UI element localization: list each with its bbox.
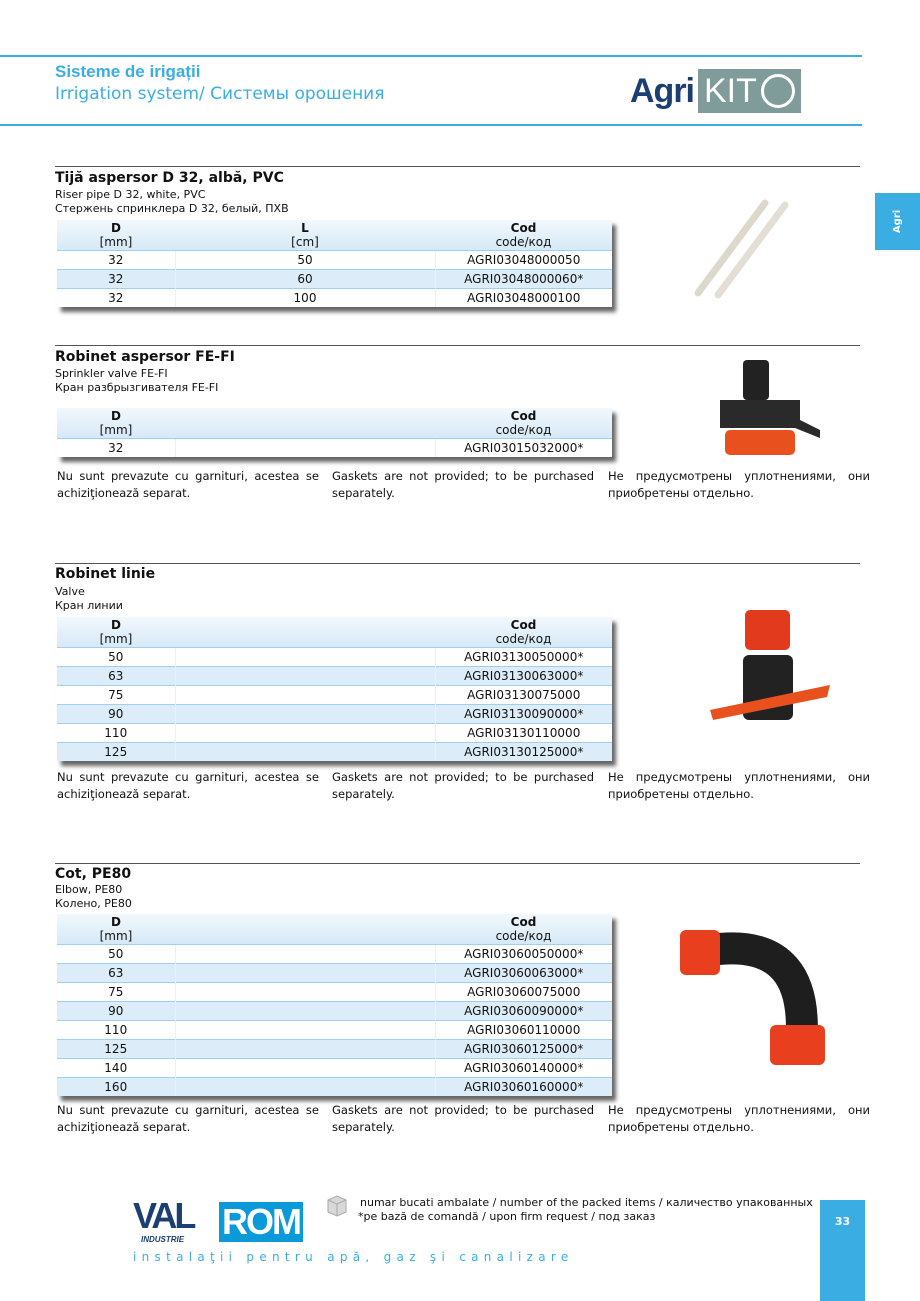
- table-row: [57, 1002, 612, 1021]
- table-row: [57, 743, 612, 762]
- logo-industrie-text: INDUSTRIE: [141, 1235, 185, 1244]
- table-row: [57, 270, 612, 289]
- section-rule: [55, 166, 860, 167]
- logo-kit-box: [698, 69, 801, 113]
- table-cell-empty: [175, 439, 435, 458]
- product-title: Tijă aspersor D 32, albă, PVC: [55, 170, 284, 186]
- logo-val-text: VAL: [133, 1195, 194, 1236]
- column-header: Cod code/код: [435, 617, 612, 648]
- table-row: [57, 1021, 612, 1040]
- legend: [360, 1196, 813, 1224]
- legend-packed-items: numar bucati ambalate / number of the packed items / каличество упакованных: [360, 1196, 813, 1209]
- table-row: [57, 439, 612, 458]
- table-row: [57, 251, 612, 270]
- table-cell: 140: [57, 1059, 175, 1078]
- table-cell: AGRI03060140000*: [435, 1059, 612, 1078]
- side-tab-label: Agri: [891, 209, 903, 234]
- table-header: [57, 617, 612, 648]
- table-cell: 60: [175, 270, 435, 289]
- product-title: Robinet aspersor FE-FI: [55, 349, 235, 365]
- table-cell: AGRI03060075000: [435, 983, 612, 1002]
- note-en: Gaskets are not provided; to be purchased separately.: [332, 469, 594, 500]
- table-cell: AGRI03048000050: [435, 251, 612, 270]
- company-tagline: instalaţii pentru apă, gaz şi canalizare: [133, 1250, 574, 1264]
- table-cell: AGRI03060050000*: [435, 945, 612, 964]
- table-cell: AGRI03130125000*: [435, 743, 612, 762]
- table-cell: 50: [57, 945, 175, 964]
- table-cell: AGRI03015032000*: [435, 439, 612, 458]
- product-subtitles: [55, 367, 218, 395]
- column-header: D [mm]: [57, 617, 175, 648]
- table-row: [57, 945, 612, 964]
- category-title: Sisteme de irigații: [55, 62, 201, 81]
- table-cell: AGRI03060160000*: [435, 1078, 612, 1097]
- riser-pipe-image: [690, 195, 800, 305]
- logo-agri-text: Agri: [630, 71, 694, 110]
- table-cell: AGRI03060063000*: [435, 964, 612, 983]
- product-table: [57, 914, 612, 1096]
- product-subtitle-en: Riser pipe D 32, white, PVC: [55, 188, 206, 201]
- note-ro: Nu sunt prevazute cu garnituri, acestea se achiziţionează separat.: [57, 469, 319, 500]
- table-cell: 75: [57, 983, 175, 1002]
- column-header: Cod code/код: [435, 914, 612, 945]
- table-row: [57, 648, 612, 667]
- product-subtitle-en: Valve: [55, 585, 85, 598]
- product-subtitle-en: Elbow, PE80: [55, 883, 123, 896]
- product-title: Robinet linie: [55, 566, 156, 582]
- table-cell: 32: [57, 439, 175, 458]
- sprinkler-valve-image: [705, 355, 835, 460]
- table-row: [57, 1040, 612, 1059]
- product-subtitle-ru: Стержень спринклера D 32, белый, ПХВ: [55, 202, 289, 215]
- column-header: D [mm]: [57, 914, 175, 945]
- table-cell: 125: [57, 743, 175, 762]
- product-subtitle-en: Sprinkler valve FE-FI: [55, 367, 168, 380]
- product-table: [57, 408, 612, 457]
- legend-firm-request: *pe bază de comandă / upon firm request / под заказ: [358, 1210, 656, 1223]
- column-header: L [cm]: [175, 220, 435, 251]
- note-en: Gaskets are not provided; to be purchased separately.: [332, 1103, 594, 1134]
- table-cell: 125: [57, 1040, 175, 1059]
- table-row: [57, 289, 612, 308]
- table-cell-empty: [175, 964, 435, 983]
- table-cell: AGRI03048000100: [435, 289, 612, 308]
- table-cell: 32: [57, 270, 175, 289]
- table-row: [57, 1078, 612, 1097]
- table-cell: 63: [57, 667, 175, 686]
- table-cell: 32: [57, 251, 175, 270]
- note-en: Gaskets are not provided; to be purchased separately.: [332, 770, 594, 801]
- section-rule: [55, 345, 860, 346]
- table-cell-empty: [175, 945, 435, 964]
- column-header: D [mm]: [57, 408, 175, 439]
- column-spacer: [175, 408, 435, 439]
- table-row: [57, 1059, 612, 1078]
- table-cell: 50: [175, 251, 435, 270]
- table-row: [57, 964, 612, 983]
- product-title: Cot, PE80: [55, 866, 132, 882]
- elbow-image: [665, 915, 835, 1075]
- header-bottom-rule: [0, 124, 862, 126]
- product-subtitle-ru: Колено, PE80: [55, 897, 132, 910]
- table-cell: AGRI03060125000*: [435, 1040, 612, 1059]
- valrom-logo: [133, 1195, 300, 1246]
- product-subtitle-ru: Кран разбрызгивателя FE-FI: [55, 381, 219, 394]
- table-header: [57, 914, 612, 945]
- note-ru: Не предусмотрены уплотнениями, они приобретены отдельно.: [608, 770, 870, 801]
- section-rule: [55, 863, 860, 864]
- table-cell: AGRI03130090000*: [435, 705, 612, 724]
- table-cell: AGRI03060090000*: [435, 1002, 612, 1021]
- note-ro: Nu sunt prevazute cu garnituri, acestea se achiziţionează separat.: [57, 770, 319, 801]
- table-cell: 160: [57, 1078, 175, 1097]
- section-rule: [55, 563, 860, 564]
- logo-rom-text: ROM: [219, 1202, 303, 1242]
- product-subtitle-ru: Кран линии: [55, 599, 123, 612]
- table-cell: AGRI03060110000: [435, 1021, 612, 1040]
- column-spacer: [175, 914, 435, 945]
- page-number: 33: [820, 1200, 865, 1301]
- note-ro: Nu sunt prevazute cu garnituri, acestea se achiziţionează separat.: [57, 1103, 319, 1134]
- table-cell-empty: [175, 705, 435, 724]
- table-cell-empty: [175, 648, 435, 667]
- note-ru: Не предусмотрены уплотнениями, они приобретены отдельно.: [608, 469, 870, 500]
- category-subtitle: Irrigation system/ Системы орошения: [55, 84, 385, 104]
- table-cell: 50: [57, 648, 175, 667]
- table-cell: 110: [57, 724, 175, 743]
- logo-kit-text: KIT: [704, 72, 757, 110]
- section-side-tab: [875, 193, 920, 250]
- table-cell: AGRI03130050000*: [435, 648, 612, 667]
- table-cell-empty: [175, 686, 435, 705]
- table-cell-empty: [175, 743, 435, 762]
- table-cell-empty: [175, 724, 435, 743]
- package-box-icon: [325, 1193, 349, 1217]
- table-cell: 32: [57, 289, 175, 308]
- product-subtitles: [55, 585, 123, 613]
- table-cell: AGRI03048000060*: [435, 270, 612, 289]
- table-cell: AGRI03130063000*: [435, 667, 612, 686]
- table-cell: 100: [175, 289, 435, 308]
- table-cell-empty: [175, 1059, 435, 1078]
- product-subtitles: [55, 188, 289, 216]
- table-row: [57, 705, 612, 724]
- table-cell: AGRI03130075000: [435, 686, 612, 705]
- table-cell-empty: [175, 983, 435, 1002]
- table-cell: 90: [57, 1002, 175, 1021]
- table-row: [57, 983, 612, 1002]
- table-header: [57, 220, 612, 251]
- table-cell-empty: [175, 1021, 435, 1040]
- agrikit-logo: [630, 68, 801, 114]
- product-table: [57, 220, 612, 307]
- table-row: [57, 686, 612, 705]
- table-cell: 63: [57, 964, 175, 983]
- table-cell: 90: [57, 705, 175, 724]
- table-cell: 110: [57, 1021, 175, 1040]
- table-header: [57, 408, 612, 439]
- table-cell-empty: [175, 1040, 435, 1059]
- table-row: [57, 724, 612, 743]
- table-cell-empty: [175, 1078, 435, 1097]
- column-header: D [mm]: [57, 220, 175, 251]
- note-ru: Не предусмотрены уплотнениями, они приобретены отдельно.: [608, 1103, 870, 1134]
- wheat-emblem-icon: [761, 74, 795, 108]
- header-top-rule: [0, 55, 862, 57]
- table-row: [57, 667, 612, 686]
- product-table: [57, 617, 612, 761]
- table-cell: AGRI03130110000: [435, 724, 612, 743]
- line-valve-image: [705, 605, 835, 740]
- table-cell-empty: [175, 1002, 435, 1021]
- table-cell-empty: [175, 667, 435, 686]
- column-spacer: [175, 617, 435, 648]
- table-cell: 75: [57, 686, 175, 705]
- column-header: Cod code/код: [435, 408, 612, 439]
- product-subtitles: [55, 883, 132, 911]
- column-header: Cod code/код: [435, 220, 612, 251]
